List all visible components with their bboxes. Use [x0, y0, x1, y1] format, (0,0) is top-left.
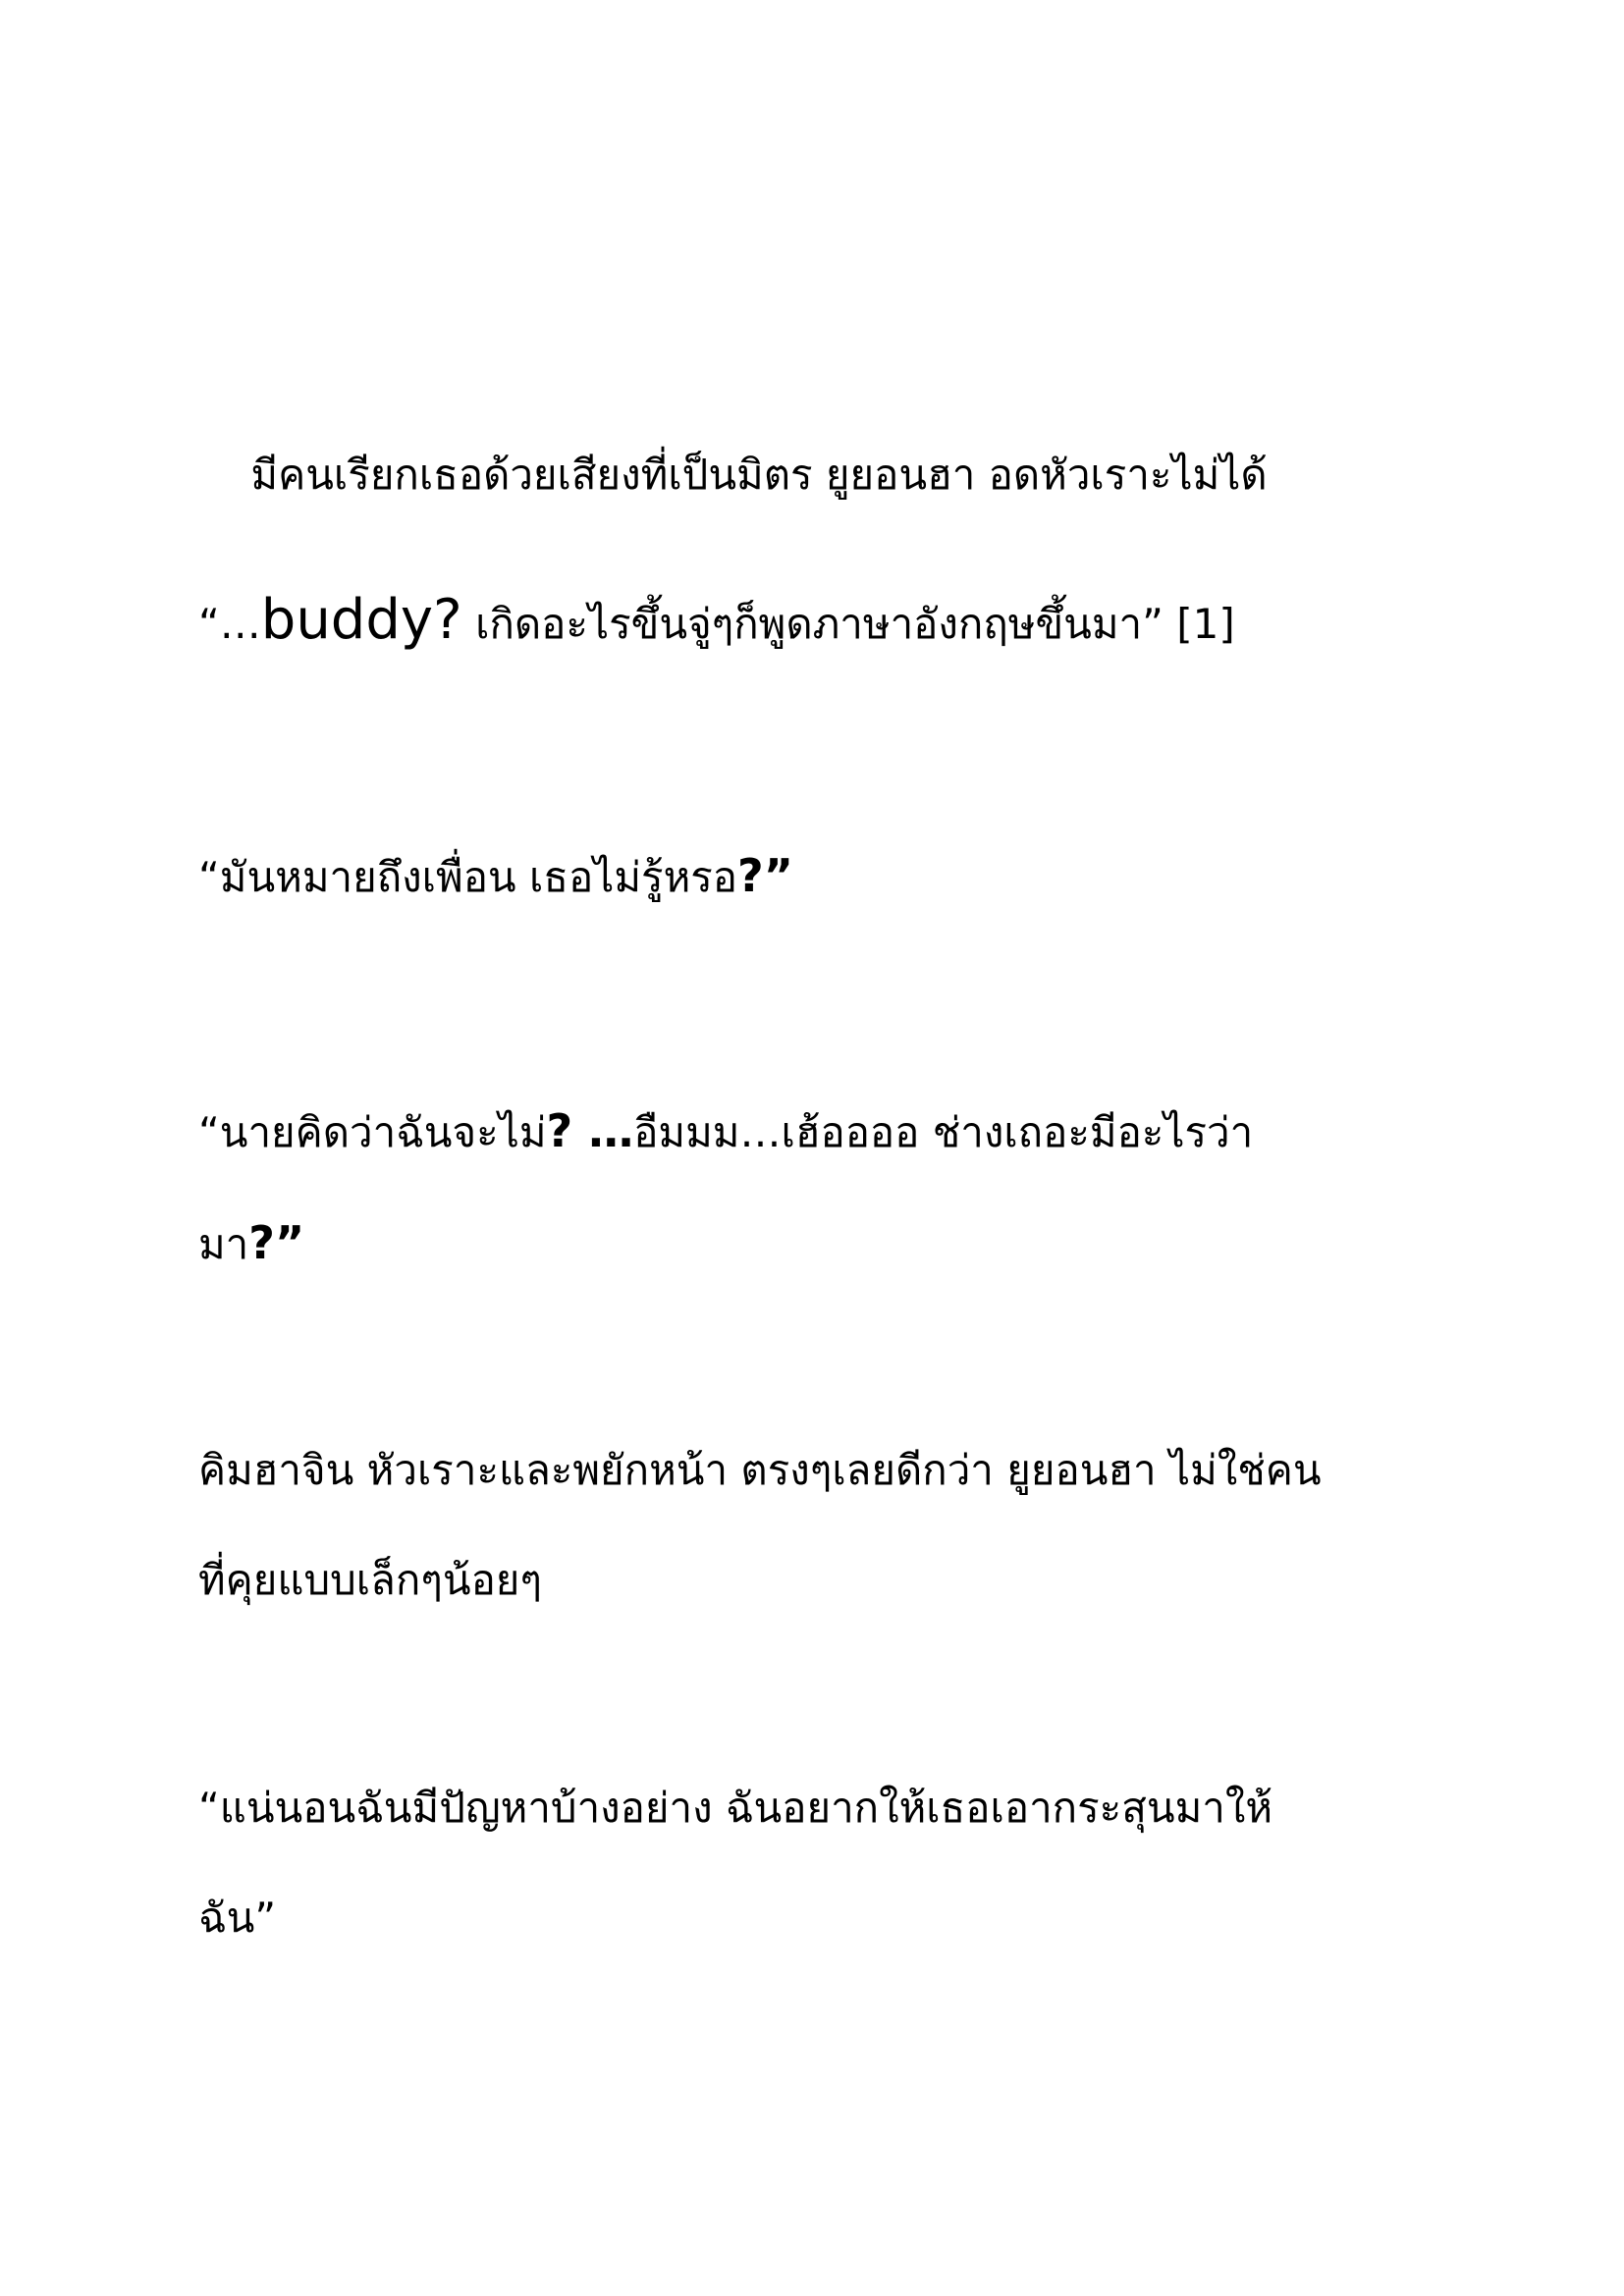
paragraph-2-open-quote: “… [198, 600, 261, 648]
paragraph-5-line-1: คิมฮาจิน หัวเราะและพยักหน้า ตรงๆเลยดีกว่า ยูยอนฮา ไม่ใช่คน [198, 1446, 1322, 1494]
paragraph-1-text: มีคนเรียกเธอด้วยเสียงที่เป็นมิตร ยูยอนฮา อดหัวเราะไม่ได้ [250, 451, 1268, 499]
paragraph-5 [198, 1415, 1445, 1635]
paragraph-2-english-word: buddy? [260, 588, 462, 652]
paragraph-3-text: “มันหมายถึงเพื่อน เธอไม่รู้หรอ [198, 853, 738, 901]
paragraph-4-line-1-text: “นายคิดว่าฉันจะไม่ [198, 1108, 547, 1156]
paragraph-2-text: เกิดอะไรขึ้นจู่ๆก็พูดภาษาอังกฤษขึ้นมา” [1] [461, 600, 1235, 648]
paragraph-3-end-mark: ?” [737, 849, 793, 902]
paragraph-6 [198, 1753, 1445, 1973]
paragraph-6-line-1: “แน่นอนฉันมีปัญหาบ้างอย่าง ฉันอยากให้เธอเอากระสุนมาให้ [198, 1784, 1273, 1832]
paragraph-4-line-2-text: มา [198, 1220, 249, 1268]
paragraph-2 [198, 565, 1445, 679]
paragraph-5-line-2: ที่คุยแบบเล็กๆน้อยๆ [198, 1556, 542, 1604]
paragraph-4-line-1-rest: อืมมม…เฮ้ออออ ช่างเถอะมีอะไรว่า [633, 1108, 1254, 1156]
paragraph-4-line-1-mark: ? … [546, 1104, 634, 1157]
paragraph-4-line-2-end-mark: ?” [248, 1216, 305, 1269]
paragraph-6-line-2: ฉัน” [198, 1894, 277, 1942]
paragraph-4 [198, 1076, 1445, 1300]
paragraph-3 [198, 821, 1445, 933]
